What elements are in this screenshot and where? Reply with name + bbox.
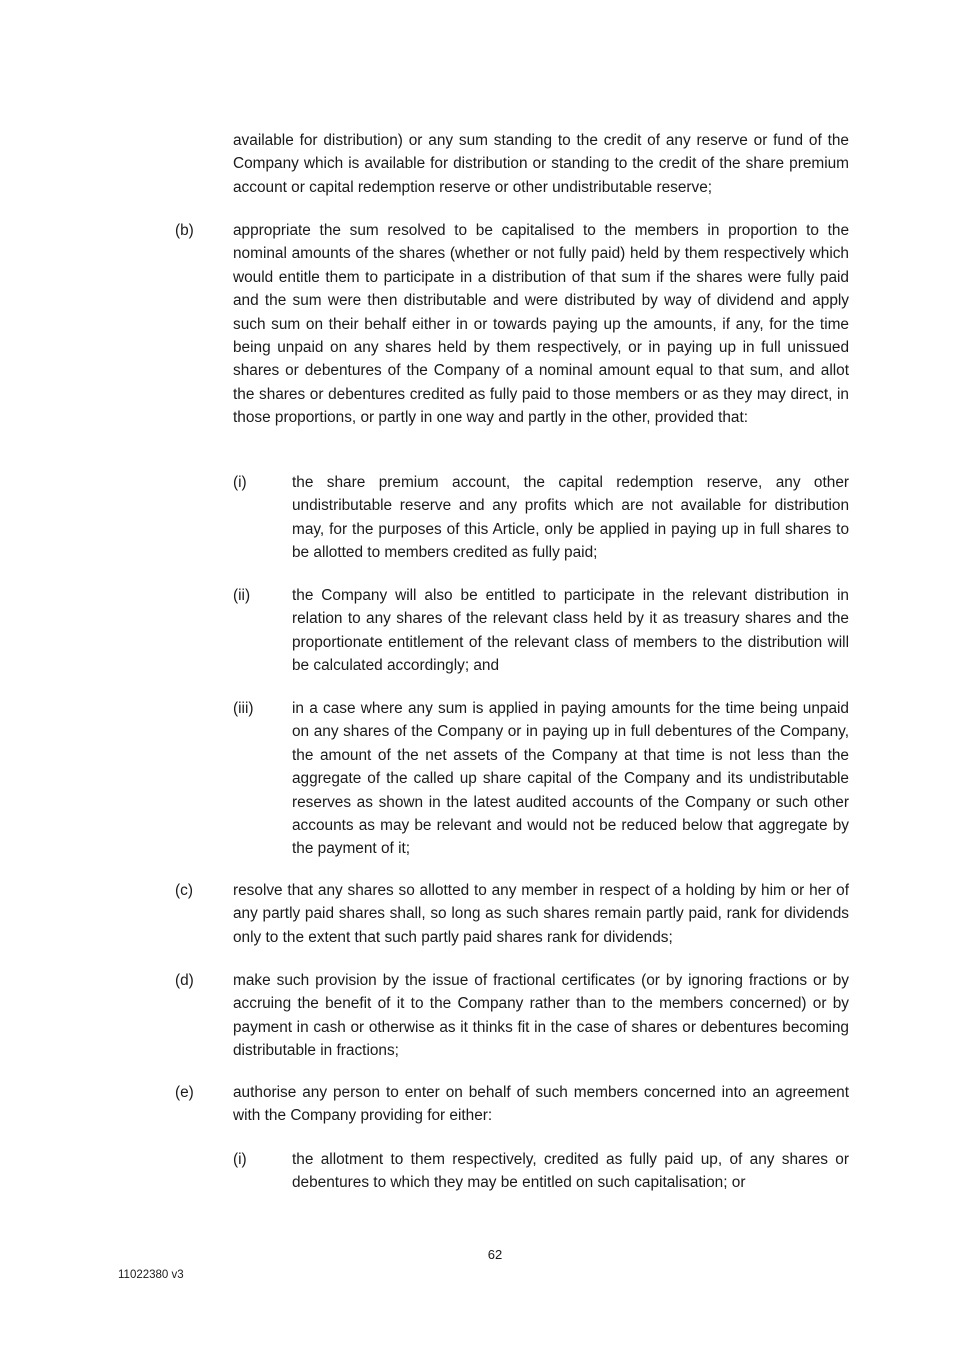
subitem-label-b-i: (i): [233, 474, 247, 491]
item-label-b: (b): [175, 222, 194, 239]
subitem-e-i-text: the allotment to them respectively, credited as fully paid up, of any shares or debentures to which they may be entitled on such capitalisation; or: [292, 1151, 849, 1192]
item-c-text: resolve that any shares so allotted to any member in respect of a holding by him or her of any partly paid shares shall, so long as such shares remain partly paid, rank for dividends only to the extent that such partly paid shares rank for dividends;: [233, 882, 849, 946]
subitem-label-b-ii: (ii): [233, 587, 251, 604]
subitem-label-b-iii: (iii): [233, 700, 254, 717]
item-label-d: (d): [175, 972, 194, 989]
page-number: 62: [487, 1247, 503, 1262]
continuation-paragraph: [233, 129, 849, 199]
subitem-b-ii-text: the Company will also be entitled to participate in the relevant distribution in relation to any shares of the relevant class held by it as treasury shares and the proportionate entitlement of the relevant class of members to the distribution will be calculated accordingly; and: [292, 587, 849, 675]
item-e-text: authorise any person to enter on behalf of such members concerned into an agreement with the Company providing for either:: [233, 1084, 849, 1125]
item-label-e: (e): [175, 1084, 194, 1101]
subitem-label-e-i: (i): [233, 1151, 247, 1168]
subitem-b-iii-text: in a case where any sum is applied in paying amounts for the time being unpaid on any shares of the Company or in paying up in full debentures of the Company, the amount of the net assets of the Company at that time is not less than the aggregate of the called up share capital of the Company and its undistributable reserves as shown in the latest audited accounts of the Company or such other accounts as may be relevant and would not be reduced below that aggregate by the payment of it;: [292, 700, 849, 858]
document-reference: 11022380 v3: [118, 1269, 184, 1281]
paragraph-text: available for distribution) or any sum standing to the credit of any reserve or fund of the Company which is available for distribution or standing to the credit of the share premium account or capital redemption reserve or other undistributable reserve;: [233, 132, 849, 196]
item-b-text: appropriate the sum resolved to be capitalised to the members in proportion to the nominal amounts of the shares (whether or not fully paid) held by them respectively which would entitle them to participate in a distribution of that sum if the shares were fully paid and the sum were then distributable and were distributed by way of dividend and apply such sum on their behalf either in or towards paying up the amounts, if any, for the time being unpaid on any shares held by them respectively, or in paying up in full unissued shares or debentures of the Company of a nominal amount equal to that sum, and allot the shares or debentures credited as fully paid to those members or as they may direct, in those proportions, or partly in one way and partly in the other, provided that:: [233, 222, 849, 427]
subitem-b-i-text: the share premium account, the capital redemption reserve, any other undistributable reserve and any profits which are not available for distribution may, for the purposes of this Article, only be applied in paying up in full shares to be allotted to members credited as fully paid;: [292, 474, 849, 562]
item-label-c: (c): [175, 882, 193, 899]
item-d-text: make such provision by the issue of fractional certificates (or by ignoring fractions or by accruing the benefit of it to the Company rather than to the members concerned) or by payment in cash or otherwise as it thinks fit in the case of shares or debentures becoming distributable in fractions;: [233, 972, 849, 1060]
